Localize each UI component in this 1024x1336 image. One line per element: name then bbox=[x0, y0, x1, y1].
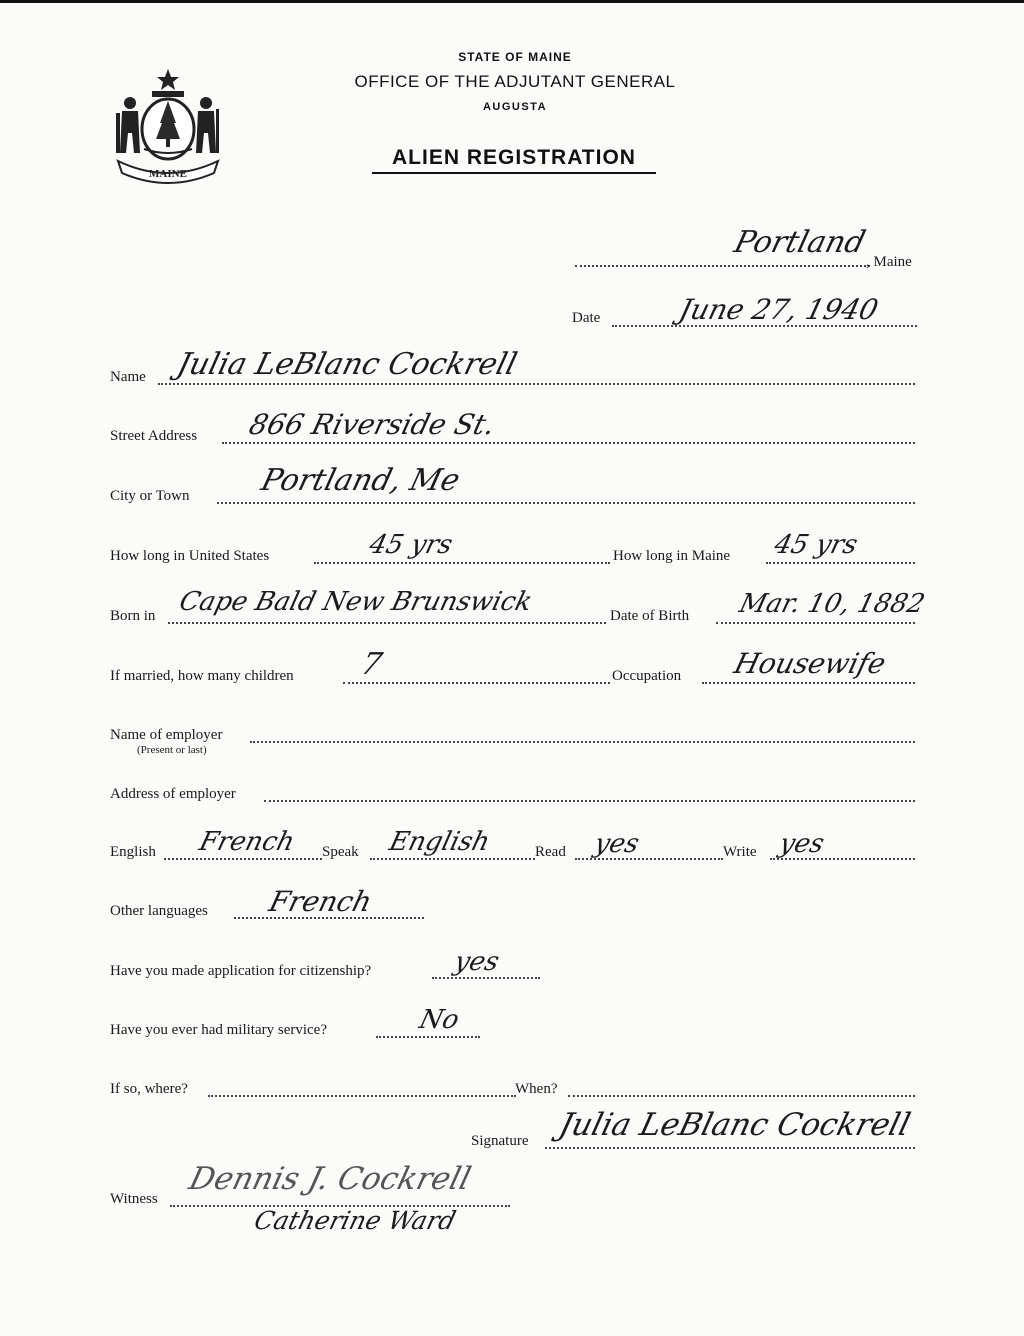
citizenship-value: yes bbox=[451, 947, 503, 977]
dob-label: Date of Birth bbox=[610, 608, 690, 624]
signature-label: Signature bbox=[471, 1133, 529, 1149]
date-value: June 27, 1940 bbox=[675, 293, 882, 326]
employer-name-line bbox=[250, 741, 915, 743]
city-label: City or Town bbox=[110, 488, 190, 504]
name-line bbox=[158, 383, 915, 385]
city-value: Portland, Me bbox=[257, 463, 464, 498]
occupation-label: Occupation bbox=[612, 668, 682, 684]
write-label: Write bbox=[723, 844, 757, 860]
place-value: Portland bbox=[730, 225, 869, 260]
maine-duration-line bbox=[766, 562, 915, 564]
us-duration-line bbox=[314, 562, 610, 564]
us-duration-label: How long in United States bbox=[110, 548, 270, 564]
city-line bbox=[217, 502, 915, 504]
occupation-value: Housewife bbox=[730, 647, 890, 680]
header-office: OFFICE OF THE ADJUTANT GENERAL bbox=[354, 72, 676, 91]
signature-value: Julia LeBlanc Cockrell bbox=[555, 1107, 914, 1143]
citizenship-label: Have you made application for citizenship? bbox=[110, 963, 372, 979]
read-label: Read bbox=[535, 844, 566, 860]
dob-line bbox=[716, 622, 915, 624]
street-value: 866 Riverside St. bbox=[245, 408, 499, 441]
employer-name-label: Name of employer bbox=[110, 727, 223, 743]
signature-line bbox=[545, 1147, 915, 1149]
street-label: Street Address bbox=[110, 428, 198, 444]
name-label: Name bbox=[110, 369, 146, 385]
speak-value: English bbox=[386, 827, 493, 857]
where-line bbox=[208, 1095, 516, 1097]
born-in-label: Born in bbox=[110, 608, 156, 624]
name-value: Julia LeBlanc Cockrell bbox=[173, 347, 521, 382]
read-value: yes bbox=[591, 829, 643, 859]
employer-note: (Present or last) bbox=[137, 744, 207, 756]
employer-address-label: Address of employer bbox=[110, 786, 236, 802]
dob-value: Mar. 10, 1882 bbox=[736, 589, 928, 619]
street-line bbox=[222, 442, 915, 444]
children-line bbox=[343, 682, 610, 684]
born-in-line bbox=[168, 622, 606, 624]
maine-duration-label: How long in Maine bbox=[613, 548, 731, 564]
form-title: ALIEN REGISTRATION bbox=[372, 146, 656, 174]
speak-label: Speak bbox=[322, 844, 359, 860]
citizenship-line bbox=[432, 977, 540, 979]
maine-state-seal-icon bbox=[108, 61, 228, 191]
english-label: English bbox=[110, 844, 156, 860]
born-in-value: Cape Bald New Brunswick bbox=[176, 587, 536, 617]
place-line bbox=[575, 265, 870, 267]
when-label: When? bbox=[515, 1081, 558, 1097]
seal-text: MAINE bbox=[149, 168, 187, 180]
witness-value-1: Dennis J. Cockrell bbox=[185, 1161, 475, 1197]
witness-value-2: Catherine Ward bbox=[251, 1206, 459, 1235]
other-languages-label: Other languages bbox=[110, 903, 208, 919]
maine-label: , Maine bbox=[866, 254, 912, 270]
military-value: No bbox=[416, 1005, 463, 1035]
employer-address-line bbox=[264, 800, 915, 802]
military-line bbox=[376, 1036, 480, 1038]
children-value: 7 bbox=[357, 647, 386, 682]
other-languages-value: French bbox=[265, 885, 376, 918]
witness-label: Witness bbox=[110, 1191, 158, 1207]
english-value: French bbox=[196, 827, 298, 857]
when-line bbox=[568, 1095, 915, 1097]
children-label: If married, how many children bbox=[110, 668, 294, 684]
maine-duration-value: 45 yrs bbox=[771, 530, 861, 560]
english-line bbox=[164, 858, 322, 860]
date-label: Date bbox=[572, 310, 601, 326]
where-label: If so, where? bbox=[110, 1081, 188, 1097]
us-duration-value: 45 yrs bbox=[366, 530, 456, 560]
header-state: STATE OF MAINE bbox=[458, 50, 572, 64]
military-label: Have you ever had military service? bbox=[110, 1022, 327, 1038]
header-city: AUGUSTA bbox=[482, 101, 548, 113]
write-value: yes bbox=[776, 829, 828, 859]
speak-line bbox=[370, 858, 535, 860]
occupation-line bbox=[702, 682, 915, 684]
